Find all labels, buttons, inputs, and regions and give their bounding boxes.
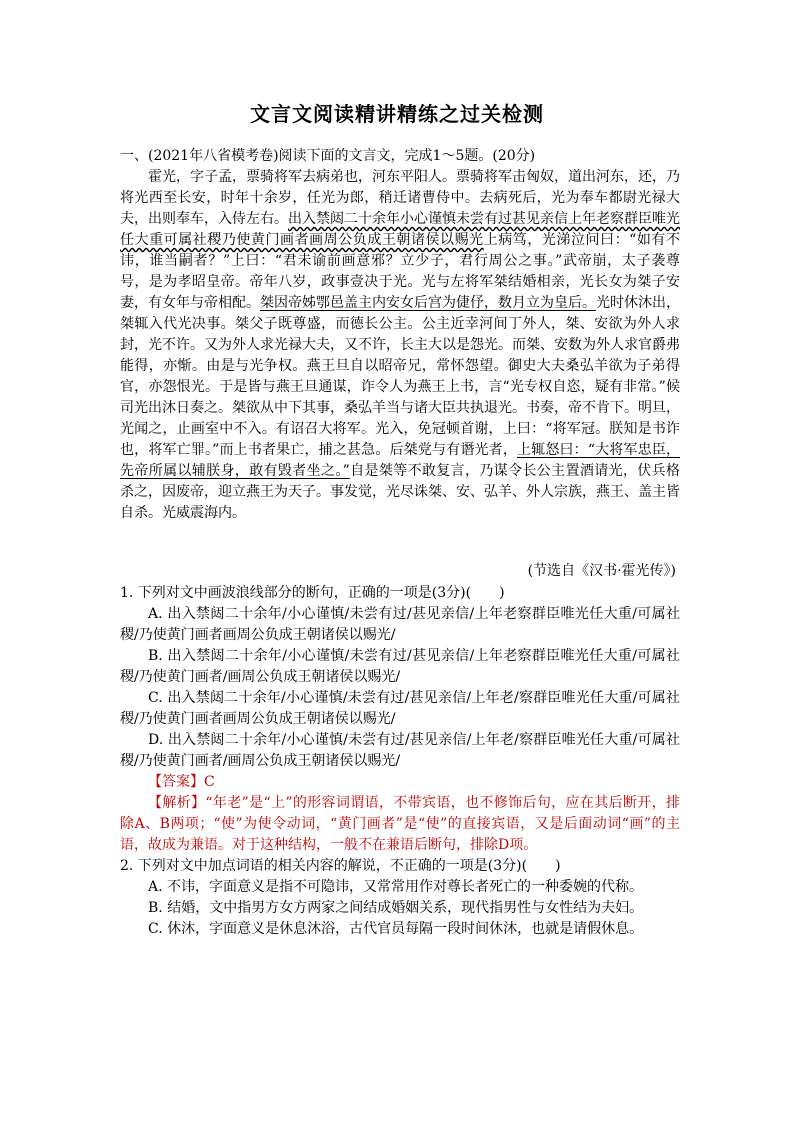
question-2-stem: 2. 下列对文中加点词语的相关内容的解说，不正确的一项是(3分)( ) xyxy=(120,858,561,874)
passage-text: 上病笃，光涕泣问曰：“如有不讳，谁当嗣者？”上曰：“君未谕前画意邪？立少子，君行周公之事。”武帝崩，太子袭尊号，是为孝昭皇帝。帝年八岁，政事壹决于光。光与左将军桀结婚相亲，光长女为桀子安妻，有女年与帝相配。 xyxy=(120,232,680,311)
option-a: A. 出入禁闼二十余年/小心谨慎/未尝有过/甚见亲信/上年老察群臣唯光任大重/可属社稷/乃使黄门画者画周公负成王朝诸侯以赐光/ xyxy=(120,606,680,643)
analysis: 【解析】“年老”是“上”的形容词谓语，不带宾语，也不修饰后句，应在其后断开，排除A、B两项；“使”为使令动词，“黄门画者”是“使”的直接宾语，又是后面动词“画”的主语，故成为兼语。对于这种结构，一般不在兼语后断句，排除D项。 xyxy=(120,795,680,853)
passage-text: 霍光，字子孟，票骑将军去病弟也，河东平阳人。票骑将军击匈奴，道出河东，还，乃将光西至长安，时年十余岁，任光为郎，稍迁诸曹侍中。去病死后，光为奉车都尉光禄大夫，出则奉车，入侍左右。 xyxy=(120,169,680,227)
passage-text: 光时休沐出，桀辄入代光决事。桀父子既尊盛，而德长公主。公主近幸河间丁外人，桀、安欲为外人求封，光不许。又为外人求光禄大夫，又不许，长主大以是怨光。而桀、安数为外人求官爵弗能得，亦惭。由是与光争权。燕王旦自以昭帝兄，常怀怨望。御史大夫桑弘羊欲为子弟得官，亦怨恨光。于是皆与燕王旦通谋，诈令人为燕王上书，言“光专权自恣，疑有非常。”候司光出沐日奏之。桀欲从中下其事，桑弘羊当与诸大臣共执退光。书奏，帝不肯下。明旦，光闻之，止画室中不入。有诏召大将军。光入，免冠顿首谢，上曰：“将军冠。朕知是书诈也，将军亡罪。”而上书者果亡，捕之甚急。后桀党与有谮光者， xyxy=(120,295,680,458)
passage-paragraph xyxy=(120,167,680,524)
option-c: C. 出入禁闼二十余年/小心谨慎/未尝有过/甚见亲信/上年老/察群臣唯光任大重/可属社稷/乃使黄门画者画周公负成王朝诸侯以赐光/ xyxy=(120,690,680,727)
section-heading: 一、(2021年八省模考卷)阅读下面的文言文，完成1～5题。(20分) xyxy=(120,148,536,164)
question-1-stem: 1. 下列对文中画波浪线部分的断句，正确的一项是(3分)( ) xyxy=(120,585,505,601)
underlined-text: 上辄怒曰：“大将军忠臣，先帝所属以辅朕身，敢有毁者坐之。” xyxy=(120,442,680,479)
answer: 【答案】C xyxy=(148,774,215,790)
q2-option-a: A. 不讳，字面意义是指不可隐讳，又常常用作对尊长者死亡的一种委婉的代称。 xyxy=(148,879,644,895)
underlined-text: 桀因帝姊鄂邑盖主内安女后宫为倢伃，数月立为皇后。 xyxy=(260,295,596,311)
question-1 xyxy=(120,583,680,940)
passage xyxy=(120,167,680,524)
option-d: D. 出入禁闼二十余年/小心谨慎/未尝有过/甚见亲信/上年老/察群臣唯光任大重/可属社稷/乃使黄门画者/画周公负成王朝诸侯以赐光/ xyxy=(120,732,680,769)
option-b: B. 出入禁闼二十余年/小心谨慎/未尝有过/甚见亲信/上年老察群臣唯光任大重/可属社稷/乃使黄门画者/画周公负成王朝诸侯以赐光/ xyxy=(120,648,680,685)
document-title: 文言文阅读精讲精练之过关检测 xyxy=(250,102,544,126)
wavy-underlined-text: 出入禁闼二十余年小心谨慎未尝有过甚见亲信上年老察群臣唯光任大重可属社稷乃使黄门画者画周公负成王朝诸侯以赐光 xyxy=(120,211,680,248)
q2-option-b: B. 结婚，文中指男方女方两家之间结成婚姻关系，现代指男性与女性结为夫妇。 xyxy=(148,900,644,916)
source-citation: (节选自《汉书·霍光传》) xyxy=(527,563,676,579)
passage-text: 自是桀等不敢复言，乃谋令长公主置酒请光，伏兵格杀之，因废帝，迎立燕王为天子。事发觉，光尽诛桀、安、弘羊、外人宗族，燕王、盖主皆自杀。光威震海内。 xyxy=(120,463,681,521)
q2-option-c: C. 休沐，字面意义是休息沐浴，古代官员每隔一段时间休沐，也就是请假休息。 xyxy=(148,921,644,937)
